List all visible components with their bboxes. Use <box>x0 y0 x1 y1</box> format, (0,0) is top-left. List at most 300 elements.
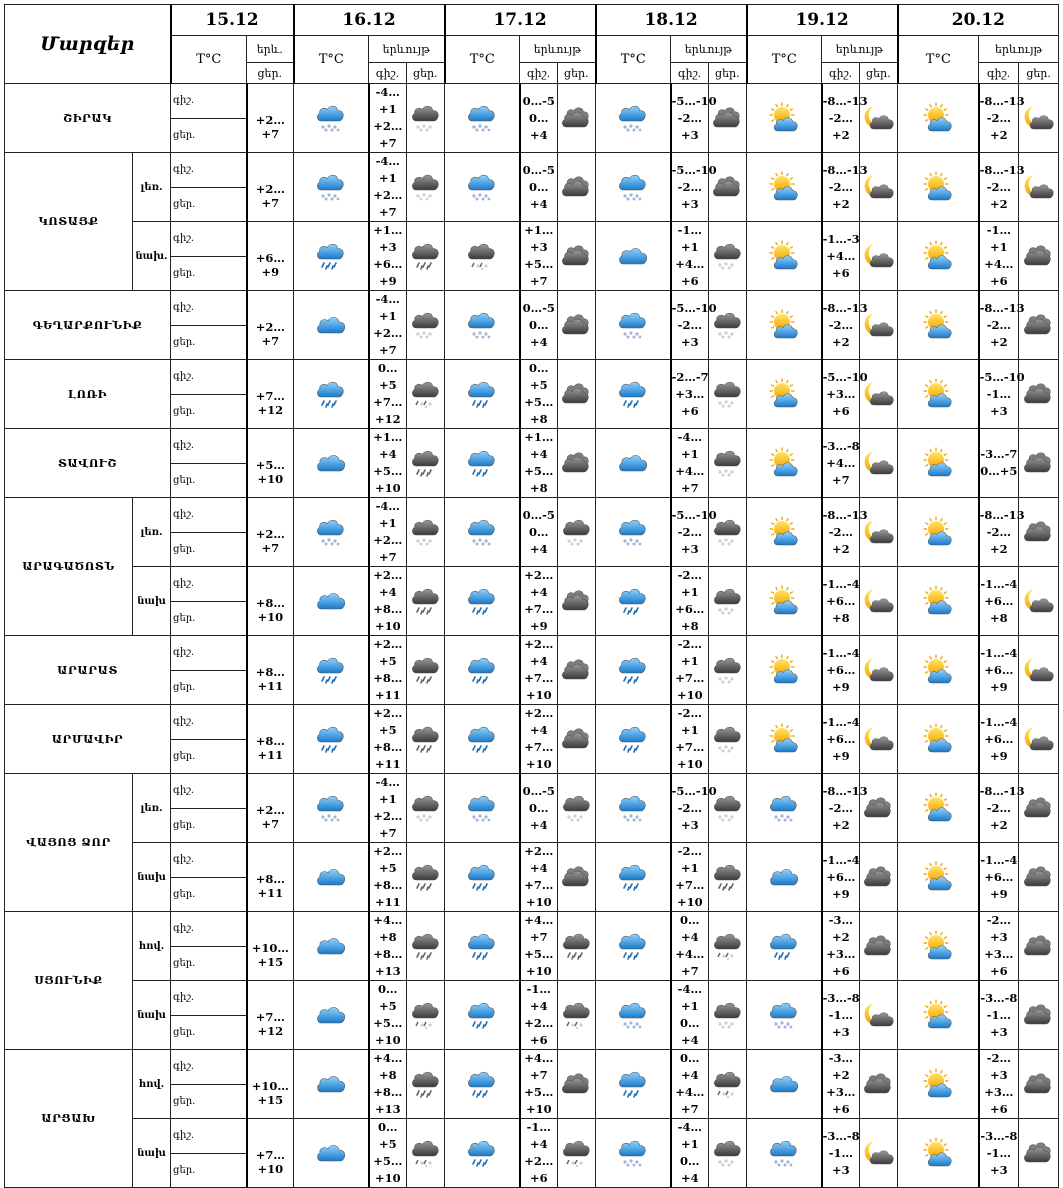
cloudrain-icon <box>747 932 821 960</box>
darkcloud-icon <box>558 173 595 201</box>
night-icon-cell <box>407 1050 445 1119</box>
day-icon-cell <box>898 981 979 1050</box>
day-label: ցեր. <box>171 325 247 360</box>
temp-cell <box>671 981 709 1050</box>
day-temp: +5…+7 <box>524 257 554 288</box>
subregion-label: նախ <box>133 1119 171 1188</box>
sun-icon <box>898 1001 978 1029</box>
day-icon-cell <box>898 291 979 360</box>
day-temp: +4…+6 <box>826 248 856 280</box>
day-icon-cell <box>747 843 822 912</box>
day-temp: +2…+6 <box>524 1016 554 1047</box>
night-subheader: գիշ. <box>671 63 709 84</box>
cloudsnow-icon <box>596 794 670 822</box>
day-icon-cell <box>747 1050 822 1119</box>
day-icon-cell <box>596 360 671 429</box>
day-temp: +7…+10 <box>675 740 705 771</box>
cloudsnow-icon <box>747 794 821 822</box>
day-temp: +8…+13 <box>373 947 403 978</box>
night-icon-cell <box>1019 1050 1059 1119</box>
night-temp: -3…-8 <box>822 990 860 1005</box>
day-icon-cell <box>596 843 671 912</box>
day-temp: +6…+9 <box>373 257 403 288</box>
day-temp: -2…+2 <box>828 800 853 832</box>
cloudblue-icon <box>294 449 368 477</box>
temp-cell <box>822 567 860 636</box>
phenomenon-header: երևույթ <box>369 36 445 63</box>
day-icon-cell <box>445 498 520 567</box>
night-temp: -1…-4 <box>822 852 860 867</box>
moon-icon <box>860 587 897 615</box>
temp-cell <box>979 1119 1019 1188</box>
night-temp: 0…+4 <box>680 913 700 944</box>
night-temp: -4…+1 <box>677 1120 702 1151</box>
darkrain-icon <box>407 1070 444 1098</box>
temp-cell <box>369 291 407 360</box>
darkcloud-icon <box>860 794 897 822</box>
phenomenon-header: երևույթ <box>671 36 747 63</box>
day-temp: +3…+6 <box>826 386 856 418</box>
sun-icon <box>898 863 978 891</box>
cloudsnow-icon <box>747 1139 821 1167</box>
day-icon-cell <box>898 222 979 291</box>
night-temp: 0…+5 <box>378 1120 398 1151</box>
darksnow-icon <box>407 518 444 546</box>
day-temp: +6…+9 <box>984 869 1014 901</box>
phenomenon-header: երևույթ <box>979 36 1059 63</box>
sun-icon <box>898 311 978 339</box>
sun-icon <box>747 518 821 546</box>
cloudrain-icon <box>294 725 368 753</box>
temp-cell <box>369 1119 407 1188</box>
cloudblue-icon <box>747 1070 821 1098</box>
night-temp: -4…+1 <box>375 775 400 806</box>
temp-cell <box>822 912 860 981</box>
darksnow-icon <box>407 311 444 339</box>
snowrain-icon <box>445 242 519 270</box>
day-icon-cell <box>596 981 671 1050</box>
darkcloud-icon <box>1019 1139 1058 1167</box>
temp-cell: +8…+11 <box>247 636 294 705</box>
sun-icon <box>747 656 821 684</box>
night-temp: -4…+1 <box>375 85 400 116</box>
cloudsnow-icon <box>445 173 519 201</box>
cloudblue-icon <box>596 242 670 270</box>
night-temp: -8…-13 <box>979 783 1025 798</box>
temp-cell <box>520 981 558 1050</box>
temp-cell <box>520 636 558 705</box>
night-temp: +2…+5 <box>373 637 403 668</box>
snowrain-icon <box>709 932 746 960</box>
night-temp: -3…-7 <box>980 447 1018 461</box>
day-icon-cell <box>596 636 671 705</box>
night-temp: +1…+3 <box>524 223 554 254</box>
night-temp: -1…+1 <box>677 223 702 254</box>
day-temp: +7…+12 <box>373 395 403 426</box>
weather-icon-cell <box>294 291 369 360</box>
temp-cell <box>369 360 407 429</box>
night-temp: 0…+5 <box>378 982 398 1013</box>
day-icon-cell <box>747 636 822 705</box>
darksnow-icon <box>709 1139 746 1167</box>
temp-cell <box>671 291 717 360</box>
temp-cell <box>520 843 558 912</box>
day-temp: -2…+2 <box>986 179 1011 211</box>
night-subheader: գիշ. <box>369 63 407 84</box>
day-label: ցեր. <box>171 256 247 291</box>
cloudrain-icon <box>445 863 519 891</box>
day-subheader: ցեր. <box>407 63 445 84</box>
night-icon-cell <box>860 843 898 912</box>
day-icon-cell <box>747 429 822 498</box>
night-temp: 0…-5 <box>522 507 555 522</box>
day-icon-cell <box>445 1119 520 1188</box>
region-row <box>5 705 1059 740</box>
sun-icon <box>747 104 821 132</box>
subregion-label: նախ <box>133 981 171 1050</box>
cloudrain-icon <box>445 1070 519 1098</box>
night-temp: 0…+5 <box>378 361 398 392</box>
cloudsnow-icon <box>445 104 519 132</box>
night-temp: -8…-13 <box>979 162 1025 177</box>
darkcloud-icon <box>1019 932 1058 960</box>
day-temp: +5…+10 <box>524 1085 554 1116</box>
snowrain-icon <box>709 1070 746 1098</box>
temp-cell <box>520 291 558 360</box>
temp-cell: +7…+10 <box>247 1119 294 1188</box>
day-temp: +8…+11 <box>373 878 403 909</box>
day-icon-cell <box>596 567 671 636</box>
night-icon-cell <box>558 1050 596 1119</box>
night-icon-cell <box>1019 705 1059 774</box>
cloudblue-icon <box>747 863 821 891</box>
night-temp: -2…+3 <box>986 1051 1011 1082</box>
day-temp: -2…+2 <box>828 524 853 556</box>
region-row <box>5 636 1059 671</box>
night-icon-cell <box>1019 222 1059 291</box>
darksnow-icon <box>709 242 746 270</box>
cloudrain-icon <box>445 656 519 684</box>
night-temp: -8…-13 <box>822 162 868 177</box>
phenomenon-header: երևույթ <box>520 36 596 63</box>
cloudblue-icon <box>294 932 368 960</box>
night-label: գիշ. <box>171 84 247 119</box>
region-row <box>5 498 1059 533</box>
temp-cell <box>822 291 868 360</box>
night-temp: -2…+1 <box>677 637 702 668</box>
temp-cell <box>822 636 860 705</box>
night-temp: -2…+3 <box>986 913 1011 944</box>
sun-icon <box>898 794 978 822</box>
night-temp: -5…-10 <box>671 783 717 798</box>
temp-cell <box>979 429 1019 498</box>
night-temp: +2…+4 <box>524 637 554 668</box>
day-temp: +4…+7 <box>675 1085 705 1116</box>
subregion-label: լեռ. <box>133 153 171 222</box>
night-temp: -8…-13 <box>822 300 868 315</box>
temp-cell: +2…+7 <box>247 498 294 567</box>
day-temp: +6…+9 <box>984 731 1014 763</box>
subregion-label: լեռ. <box>133 498 171 567</box>
day-icon-cell <box>445 981 520 1050</box>
date-6: 20.12 <box>898 5 1059 36</box>
temp-cell: +6…+9 <box>247 222 294 291</box>
darkrain-icon <box>407 587 444 615</box>
temp-cell <box>369 84 407 153</box>
weather-icon-cell <box>294 567 369 636</box>
night-temp: +4…+7 <box>524 913 554 944</box>
weather-icon-cell <box>294 84 369 153</box>
night-temp: +2…+4 <box>524 706 554 737</box>
night-icon-cell <box>558 912 596 981</box>
day-temp: +5…+10 <box>373 464 403 495</box>
darkcloud-icon <box>558 242 595 270</box>
day-temp: +5…+10 <box>373 1016 403 1047</box>
forecast-table <box>4 4 1059 1188</box>
moon-icon <box>1019 173 1058 201</box>
night-temp: 0…+5 <box>529 361 549 392</box>
region-name: ՇԻՐԱԿ <box>5 84 171 153</box>
night-temp: -3…-8 <box>980 1128 1018 1143</box>
temp-cell <box>369 705 407 774</box>
day-icon-cell <box>898 636 979 705</box>
cloudblue-icon <box>294 863 368 891</box>
darkcloud-icon <box>709 104 746 132</box>
night-temp: -2…+1 <box>677 568 702 599</box>
regions-title: Մարզեր <box>5 5 171 84</box>
night-icon-cell <box>860 1050 898 1119</box>
night-temp: -8…-13 <box>822 93 868 108</box>
temp-cell: +8…+10 <box>247 567 294 636</box>
night-icon-cell <box>709 981 747 1050</box>
night-temp: 0…-5 <box>522 162 555 177</box>
night-icon-cell <box>709 567 747 636</box>
day-icon-cell <box>747 912 822 981</box>
day-temp: +8…+13 <box>373 1085 403 1116</box>
day-temp: +7…+10 <box>675 671 705 702</box>
night-icon-cell <box>407 981 445 1050</box>
darksnow-icon <box>709 725 746 753</box>
sun-icon <box>898 518 978 546</box>
moon-icon <box>1019 656 1058 684</box>
temp-cell <box>979 153 1025 222</box>
day-icon-cell <box>898 1050 979 1119</box>
darkcloud-icon <box>558 311 595 339</box>
region-row <box>5 222 1059 257</box>
night-icon-cell <box>1019 636 1059 705</box>
night-icon-cell <box>1019 981 1059 1050</box>
temp-cell: +8…+11 <box>247 705 294 774</box>
darkcloud-icon <box>1019 518 1058 546</box>
day-icon-cell <box>596 498 671 567</box>
night-icon-cell <box>558 84 596 153</box>
day-temp: +3…+6 <box>984 947 1014 978</box>
temp-cell <box>822 84 868 153</box>
darkrain-icon <box>558 932 595 960</box>
night-temp: -3…-8 <box>980 990 1018 1005</box>
temp-cell: +5…+10 <box>247 429 294 498</box>
temp-cell <box>979 498 1025 567</box>
cloudsnow-icon <box>294 104 368 132</box>
cloudblue-icon <box>294 311 368 339</box>
cloudrain-icon <box>596 656 670 684</box>
day-label: ցեր. <box>171 808 247 843</box>
night-icon-cell <box>860 705 898 774</box>
temp-cell <box>520 429 558 498</box>
cloudsnow-icon <box>596 104 670 132</box>
night-icon-cell <box>407 498 445 567</box>
darkcloud-icon <box>709 173 746 201</box>
darkcloud-icon <box>1019 1001 1058 1029</box>
temp-cell <box>979 291 1025 360</box>
temp-cell <box>671 1050 709 1119</box>
night-temp: -1…-4 <box>980 645 1018 660</box>
night-temp: -1…+4 <box>526 982 551 1013</box>
day-temp: -2…+2 <box>828 317 853 349</box>
temp-cell <box>979 1050 1019 1119</box>
day-icon-cell <box>596 429 671 498</box>
darksnow-icon <box>709 656 746 684</box>
night-temp: -1…-4 <box>980 852 1018 867</box>
day-temp: 0…+4 <box>529 800 549 832</box>
moon-icon <box>1019 104 1058 132</box>
day-temp: -2…+3 <box>677 179 702 211</box>
darksnow-icon <box>558 518 595 546</box>
day-temp: +7…+10 <box>524 671 554 702</box>
temp-cell <box>822 705 860 774</box>
temp-cell <box>979 567 1019 636</box>
night-icon-cell <box>558 153 596 222</box>
darkcloud-icon <box>558 725 595 753</box>
darkrain-icon <box>407 932 444 960</box>
darkcloud-icon <box>558 380 595 408</box>
day-temp: +4…+7 <box>826 455 856 487</box>
moon-icon <box>860 656 897 684</box>
day-icon-cell <box>747 981 822 1050</box>
day-temp: +3…+6 <box>675 386 705 418</box>
region-row <box>5 843 1059 878</box>
night-icon-cell <box>558 843 596 912</box>
temp-cell <box>520 567 558 636</box>
temp-cell <box>671 360 709 429</box>
cloudblue-icon <box>294 1070 368 1098</box>
day-icon-cell <box>445 84 520 153</box>
moon-icon <box>860 311 897 339</box>
night-icon-cell <box>860 567 898 636</box>
night-temp: +1…+4 <box>524 430 554 461</box>
night-icon-cell <box>407 912 445 981</box>
night-temp: -5…-10 <box>671 300 717 315</box>
temp-cell <box>671 636 709 705</box>
night-temp: -8…-13 <box>822 783 868 798</box>
phenomenon-header: երևույթ <box>822 36 898 63</box>
night-temp: -5…-10 <box>979 369 1025 384</box>
day-icon-cell <box>445 636 520 705</box>
day-temp: +8…+10 <box>373 602 403 633</box>
weather-icon-cell <box>294 912 369 981</box>
night-icon-cell <box>860 912 898 981</box>
cloudrain-icon <box>294 242 368 270</box>
night-temp: -8…-13 <box>979 300 1025 315</box>
day-subheader: ցեր. <box>247 63 294 84</box>
day-icon-cell <box>596 1119 671 1188</box>
cloudrain-icon <box>445 1139 519 1167</box>
night-temp: +2…+5 <box>373 844 403 875</box>
day-icon-cell <box>747 1119 822 1188</box>
night-temp: -4…+1 <box>375 499 400 530</box>
day-icon-cell <box>898 912 979 981</box>
day-temp: 0…+4 <box>529 524 549 556</box>
region-name: ԱՐՄԱՎԻՐ <box>5 705 171 774</box>
darkcloud-icon <box>1019 863 1058 891</box>
temp-cell: +10…+15 <box>247 1050 294 1119</box>
night-label: գիշ. <box>171 843 247 878</box>
night-label: գիշ. <box>171 981 247 1016</box>
cloudsnow-icon <box>596 311 670 339</box>
region-name: ԳԵՂԱՐՔՈՒՆԻՔ <box>5 291 171 360</box>
night-icon-cell <box>1019 429 1059 498</box>
night-label: գիշ. <box>171 153 247 188</box>
day-label: ցեր. <box>171 187 247 222</box>
night-icon-cell <box>860 222 898 291</box>
night-icon-cell <box>558 360 596 429</box>
day-label: ցեր. <box>171 670 247 705</box>
temp-cell <box>671 429 709 498</box>
night-icon-cell <box>558 705 596 774</box>
night-icon-cell <box>709 636 747 705</box>
date-2: 16.12 <box>294 5 445 36</box>
day-temp: +6…+8 <box>984 593 1014 625</box>
night-icon-cell <box>1019 567 1059 636</box>
night-icon-cell <box>1019 843 1059 912</box>
day-icon-cell <box>445 705 520 774</box>
subregion-label: նախ <box>133 567 171 636</box>
temp-cell <box>520 912 558 981</box>
darksnow-icon <box>709 449 746 477</box>
day-icon-cell <box>747 222 822 291</box>
night-icon-cell <box>709 429 747 498</box>
night-temp: -8…-13 <box>979 507 1025 522</box>
night-label: գիշ. <box>171 705 247 740</box>
region-name: ՍՅՈՒՆԻՔ <box>5 912 133 1050</box>
temp-cell <box>671 705 709 774</box>
night-label: գիշ. <box>171 222 247 257</box>
day-temp: +6…+9 <box>826 869 856 901</box>
night-temp: 0…-5 <box>522 300 555 315</box>
cloudrain-icon <box>596 587 670 615</box>
day-temp: +7…+10 <box>524 740 554 771</box>
darkrain-icon <box>407 656 444 684</box>
temp-cell <box>979 774 1025 843</box>
night-icon-cell <box>558 1119 596 1188</box>
night-icon-cell <box>407 222 445 291</box>
sun-icon <box>898 173 978 201</box>
moon-icon <box>860 104 897 132</box>
temp-header: T°C <box>445 36 520 84</box>
temp-cell <box>671 567 709 636</box>
temp-cell <box>520 222 558 291</box>
night-temp: -1…+4 <box>526 1120 551 1151</box>
region-row <box>5 981 1059 1016</box>
temp-cell <box>369 222 407 291</box>
night-temp: -4…+1 <box>375 154 400 185</box>
night-temp: 0…+4 <box>680 1051 700 1082</box>
day-icon-cell <box>596 1050 671 1119</box>
darkcloud-icon <box>558 104 595 132</box>
cloudsnow-icon <box>596 1001 670 1029</box>
day-icon-cell <box>898 84 979 153</box>
day-subheader: ցեր. <box>709 63 747 84</box>
